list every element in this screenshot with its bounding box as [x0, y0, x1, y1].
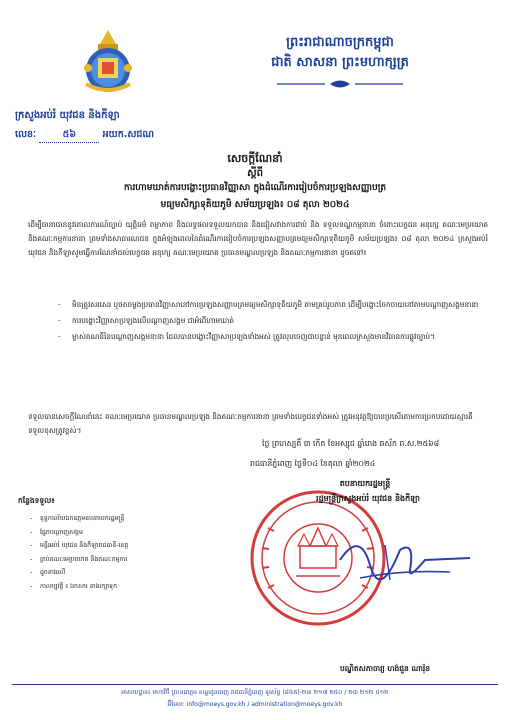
signer-name: បណ្ឌិតសភាចារ្យ ហង់ជួន ណារ៉ុន [340, 664, 431, 673]
subject-line-1: ការហាមឃាត់ការបង្ហោះប្រធានវិញ្ញាសា ក្នុងដំណើរការរៀបចំការប្រឡងសញ្ញាបត្រ [123, 183, 387, 193]
recipients-list [30, 512, 240, 593]
subject-line-2: មធ្យមសិក្សាទុតិយភូមិ សម័យប្រឡង៖ ០៨ តុលា ២០២៤ [160, 200, 350, 210]
solar-date: រាជធានីភ្នំពេញ ថ្ងៃទី០៤ ខែតុលា ឆ្នាំ២០២៤ [250, 459, 376, 468]
list-item: - ដូចខាងលើ [30, 566, 240, 580]
footer-email: អ៊ីមែល: info@moeys.gov.kh / administration@moeys.gov.kh [167, 701, 343, 708]
list-item: - មិនត្រូវសរសេរ ឬថតចម្លងប្រធានវិញ្ញាសានៅការប្រឡងសញ្ញាបត្រមធ្យមសិក្សាទុតិយភូមិ តាមគ្រប់រូបភាព ដើម្បីបង្ហោះចែកចាយនៅតាមបណ្តាញសង្គមនានា [58, 298, 488, 312]
list-item: - ការបង្ហោះវិញ្ញាសាប្រឡងលើបណ្តាញសង្គម ជាអំពើហាមឃាត់ [58, 314, 488, 328]
kingdom-heading: ព្រះរាជាណាចក្រកម្ពុជា [286, 35, 394, 50]
list-item: - ខុទ្ទកាល័យឯកឧត្តមឧបនាយករដ្ឋមន្ត្រី [30, 512, 240, 526]
handwritten-signature [330, 520, 480, 590]
ref-number: ៥៦ [39, 128, 99, 143]
footer-address: អាសយដ្ឋាន៖ មហាវិថី ព្រះនរោត្តម ខណ្ឌដូនពេញ រាជធានីភ្នំពេញ ទូរស័ព្ទ (៨៥៥)-២៣ ២១៧ ២៥០ / ២៣ ២១២ ៥១២ [121, 689, 389, 696]
document-subject [12, 180, 498, 214]
signatory-title-2: រដ្ឋមន្ត្រីក្រសួងអប់រំ យុវជន និងកីឡា [316, 494, 420, 503]
recipients-heading: កន្លែងទទួល៖ [18, 496, 55, 505]
ministry-name: ក្រសួងអប់រំ យុវជន និងកីឡា [15, 110, 120, 121]
ref-suffix: អយក.សជណ [102, 129, 155, 140]
document-type: សេចក្តីណែនាំ [227, 152, 283, 165]
national-motto: ជាតិ សាសនា ព្រះមហាក្សត្រ [271, 55, 409, 70]
list-item: - មន្ទីរអប់រំ យុវជន និងកីឡារាជធានី-ខេត្ត [30, 539, 240, 553]
ref-label: លេខៈ [15, 129, 36, 140]
document-about: ស្តីពី [247, 168, 263, 179]
ministry-emblem [76, 28, 140, 98]
instruction-list [58, 298, 488, 346]
closing-paragraph: ទទួលបានសេចក្តីណែនាំនេះ គណៈមេប្រយោគ ប្រធានមណ្ឌលប្រឡង និងគណៈកម្មការនានា ព្រមទាំងបេក្ខជនទាំងអស់ ត្រូវអនុវត្តឱ្យបានប្រសើរតាមការប្រកបដោយស្មារតីទទួលខុសត្រូវខ្ពស់។ [28, 412, 473, 435]
footer-divider [12, 684, 498, 685]
signatory-title-1: តបនាយករដ្ឋមន្ត្រី [339, 479, 391, 488]
list-item: - ម្ចាស់គណនីនៃបណ្តាញសង្គមនានា ដែលបានបង្ហោះវិញ្ញាសាប្រឡងទាំងអស់ ត្រូវលុបចេញជាបន្ទាន់ មុនពេលក្រសួងមានវិធានការផ្លូវច្បាប់។ [58, 330, 488, 344]
reference-line [15, 128, 154, 143]
lunar-date: ថ្ងៃ ព្រហស្បតិ៍ ៣ កើត ខែអស្សុជ ឆ្នាំរោង ឆស័ក ព.ស.២៥៦៨ [262, 439, 440, 448]
intro-paragraph: ដើម្បីធានាបាននូវគោលការណ៍ច្បាប់ យុត្តិធម៌ តម្លាភាព និងលទ្ធផលទទួលយកបាន និងជៀសវាងការជាប់ និង ទទួលទណ្ឌកម្មនានា ចំពោះបេក្ខជន អនុក្សេ គណៈមេប្រយោគ និងគណៈកម្មការនានា ព្រមទាំងសាធារណជន ក្នុងអំឡុងពេលនៃដំណើរការរៀបចំការប្រឡងសញ្ញាបត្រមធ្យមសិក្សាទុតិយភូមិ សម័យប្រឡង៖ ០៨ តុលា ២០២៤ ក្រសួងអប់រំ យុវជន និងកីឡាសូមធ្វើការណែនាំដល់បេក្ខជន អនុក្សេ គណៈមេប្រយោគ ប្រធានមណ្ឌលប្រឡង និងគណៈកម្មការនានា ដូចតទៅ៖ [28, 220, 488, 257]
list-item: - គ្រប់គណៈមេប្រយោគ និងគណៈកម្មការ [30, 553, 240, 567]
list-item: - កាលប្បវត្តិ ៖ ឯកសារ ខាងរក្សាទុក [30, 580, 240, 594]
list-item: - ផ្នែកបណ្តាញសង្គម [30, 526, 240, 540]
motto-ornament [275, 74, 405, 93]
